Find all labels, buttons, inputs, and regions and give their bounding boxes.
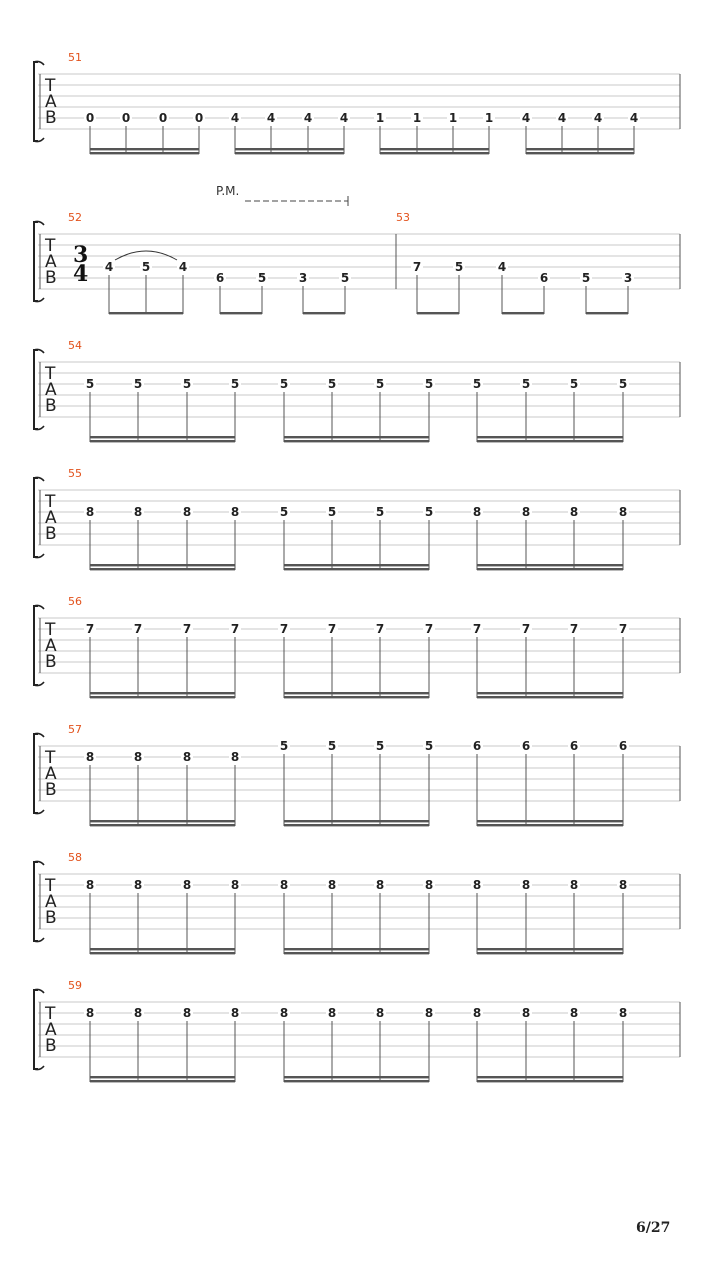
fret-number: 8	[279, 1006, 289, 1020]
system-bracket	[34, 862, 38, 941]
beam-secondary	[284, 692, 429, 694]
fret-number: 8	[85, 1006, 95, 1020]
fret-number: 5	[472, 377, 482, 391]
time-signature-top: 3	[73, 242, 89, 268]
fret-number: 4	[266, 111, 276, 125]
tab-clef-letter: B	[45, 652, 57, 672]
fret-number: 6	[472, 739, 482, 753]
fret-number: 8	[85, 878, 95, 892]
beam	[284, 824, 429, 826]
fret-number: 8	[424, 1006, 434, 1020]
fret-number: 5	[85, 377, 95, 391]
beam-secondary	[90, 564, 235, 566]
tab-clef-letter: B	[45, 396, 57, 416]
fret-number: 5	[375, 377, 385, 391]
tab-clef-letter: T	[45, 1004, 56, 1024]
tab-clef-letter: T	[45, 76, 56, 96]
tab-clef-letter: A	[45, 636, 57, 656]
fret-number: 5	[581, 271, 591, 285]
beam	[90, 440, 235, 442]
tab-clef-letter: A	[45, 92, 57, 112]
tab-clef-letter: B	[45, 780, 57, 800]
tab-clef-letter: T	[45, 748, 56, 768]
tab-clef-letter: T	[45, 876, 56, 896]
tab-clef-letter: A	[45, 508, 57, 528]
tab-clef-letter: B	[45, 108, 57, 128]
fret-number: 8	[375, 878, 385, 892]
measure-number: 54	[68, 339, 82, 352]
fret-number: 1	[448, 111, 458, 125]
measure-number: 57	[68, 723, 82, 736]
bracket-hook-bottom	[34, 938, 44, 942]
fret-number: 5	[454, 260, 464, 274]
beam	[284, 1080, 429, 1082]
fret-number: 1	[375, 111, 385, 125]
fret-number: 7	[521, 622, 531, 636]
fret-number: 5	[569, 377, 579, 391]
fret-number: 5	[327, 505, 337, 519]
beam	[586, 312, 628, 314]
tab-clef-letter: A	[45, 892, 57, 912]
fret-number: 8	[230, 1006, 240, 1020]
fret-number: 8	[182, 1006, 192, 1020]
beam	[284, 568, 429, 570]
fret-number: 4	[557, 111, 567, 125]
tab-clef-letter: A	[45, 1020, 57, 1040]
fret-number: 6	[215, 271, 225, 285]
bracket-hook-bottom	[34, 426, 44, 430]
beam-secondary	[284, 1076, 429, 1078]
fret-number: 4	[521, 111, 531, 125]
beam-secondary	[90, 436, 235, 438]
tab-clef-letter: A	[45, 252, 57, 272]
beam	[90, 1080, 235, 1082]
fret-number: 4	[178, 260, 188, 274]
system-bracket	[34, 62, 38, 141]
beam-secondary	[284, 564, 429, 566]
bracket-hook-bottom	[34, 682, 44, 686]
fret-number: 5	[279, 739, 289, 753]
fret-number: 8	[230, 878, 240, 892]
tab-clef-letter: B	[45, 1036, 57, 1056]
fret-number: 0	[121, 111, 131, 125]
fret-number: 4	[303, 111, 313, 125]
bracket-hook-top	[34, 221, 44, 225]
system-bracket	[34, 990, 38, 1069]
fret-number: 5	[521, 377, 531, 391]
fret-number: 7	[327, 622, 337, 636]
fret-number: 8	[424, 878, 434, 892]
fret-number: 8	[85, 505, 95, 519]
beam	[90, 952, 235, 954]
beam-secondary	[235, 148, 344, 150]
fret-number: 7	[472, 622, 482, 636]
tab-clef-letter: B	[45, 268, 57, 288]
fret-number: 8	[327, 1006, 337, 1020]
fret-number: 8	[327, 878, 337, 892]
bracket-hook-top	[34, 861, 44, 865]
beam	[284, 952, 429, 954]
fret-number: 5	[230, 377, 240, 391]
fret-number: 8	[569, 1006, 579, 1020]
fret-number: 1	[412, 111, 422, 125]
bracket-hook-top	[34, 61, 44, 65]
fret-number: 8	[182, 750, 192, 764]
tab-clef-letter: B	[45, 908, 57, 928]
fret-number: 5	[618, 377, 628, 391]
fret-number: 3	[623, 271, 633, 285]
fret-number: 4	[230, 111, 240, 125]
beam	[477, 952, 623, 954]
bracket-hook-bottom	[34, 138, 44, 142]
fret-number: 0	[85, 111, 95, 125]
fret-number: 8	[521, 505, 531, 519]
beam	[477, 568, 623, 570]
bracket-hook-top	[34, 733, 44, 737]
fret-number: 8	[133, 1006, 143, 1020]
fret-number: 8	[472, 505, 482, 519]
fret-number: 7	[618, 622, 628, 636]
fret-number: 8	[472, 878, 482, 892]
system-bracket	[34, 478, 38, 557]
fret-number: 8	[230, 750, 240, 764]
tab-clef-letter: A	[45, 380, 57, 400]
fret-number: 3	[298, 271, 308, 285]
fret-number: 8	[182, 878, 192, 892]
fret-number: 8	[133, 878, 143, 892]
system-bracket	[34, 606, 38, 685]
beam-secondary	[477, 820, 623, 822]
fret-number: 7	[182, 622, 192, 636]
fret-number: 7	[375, 622, 385, 636]
fret-number: 5	[141, 260, 151, 274]
measure-number: 55	[68, 467, 82, 480]
beam	[284, 696, 429, 698]
fret-number: 5	[340, 271, 350, 285]
beam	[235, 152, 344, 154]
fret-number: 0	[158, 111, 168, 125]
beam	[477, 824, 623, 826]
beam-secondary	[477, 692, 623, 694]
system-bracket	[34, 222, 38, 301]
fret-number: 4	[497, 260, 507, 274]
beam-secondary	[477, 564, 623, 566]
fret-number: 8	[472, 1006, 482, 1020]
fret-number: 8	[133, 505, 143, 519]
fret-number: 8	[618, 878, 628, 892]
beam	[477, 696, 623, 698]
fret-number: 7	[412, 260, 422, 274]
beam	[109, 312, 183, 314]
fret-number: 8	[230, 505, 240, 519]
page-number: 6/27	[636, 1220, 671, 1236]
tab-clef-letter: T	[45, 236, 56, 256]
bracket-hook-top	[34, 989, 44, 993]
fret-number: 8	[618, 1006, 628, 1020]
fret-number: 5	[424, 739, 434, 753]
beam	[284, 440, 429, 442]
beam	[303, 312, 345, 314]
fret-number: 7	[279, 622, 289, 636]
beam	[90, 152, 199, 154]
palm-mute-label: P.M.	[216, 184, 240, 198]
tab-clef-letter: T	[45, 364, 56, 384]
fret-number: 4	[593, 111, 603, 125]
beam-secondary	[284, 436, 429, 438]
bracket-hook-bottom	[34, 554, 44, 558]
beam-secondary	[90, 148, 199, 150]
beam-secondary	[380, 148, 489, 150]
fret-number: 5	[257, 271, 267, 285]
tab-clef-letter: T	[45, 492, 56, 512]
beam	[477, 440, 623, 442]
bracket-hook-top	[34, 605, 44, 609]
beam	[90, 824, 235, 826]
beam	[502, 312, 544, 314]
fret-number: 5	[327, 739, 337, 753]
system-bracket	[34, 350, 38, 429]
fret-number: 4	[339, 111, 349, 125]
fret-number: 6	[539, 271, 549, 285]
bracket-hook-top	[34, 477, 44, 481]
fret-number: 8	[133, 750, 143, 764]
fret-number: 8	[85, 750, 95, 764]
system-bracket	[34, 734, 38, 813]
fret-number: 8	[618, 505, 628, 519]
beam	[417, 312, 459, 314]
fret-number: 0	[194, 111, 204, 125]
measure-number: 52	[68, 211, 82, 224]
fret-number: 5	[182, 377, 192, 391]
beam-secondary	[90, 692, 235, 694]
beam-secondary	[90, 1076, 235, 1078]
fret-number: 5	[375, 739, 385, 753]
beam-secondary	[284, 820, 429, 822]
beam	[477, 1080, 623, 1082]
beam	[380, 152, 489, 154]
beam	[90, 568, 235, 570]
fret-number: 1	[484, 111, 494, 125]
beam	[90, 696, 235, 698]
fret-number: 8	[375, 1006, 385, 1020]
fret-number: 4	[104, 260, 114, 274]
bracket-hook-bottom	[34, 298, 44, 302]
measure-number: 59	[68, 979, 82, 992]
fret-number: 6	[618, 739, 628, 753]
measure-number: 51	[68, 51, 82, 64]
fret-number: 6	[521, 739, 531, 753]
fret-number: 7	[424, 622, 434, 636]
fret-number: 7	[230, 622, 240, 636]
fret-number: 5	[424, 377, 434, 391]
tab-clef-letter: B	[45, 524, 57, 544]
fret-number: 6	[569, 739, 579, 753]
fret-number: 8	[569, 505, 579, 519]
time-signature-bottom: 4	[73, 261, 89, 287]
fret-number: 5	[375, 505, 385, 519]
fret-number: 5	[279, 505, 289, 519]
tab-clef-letter: T	[45, 620, 56, 640]
beam	[220, 312, 262, 314]
measure-number: 58	[68, 851, 82, 864]
beam-secondary	[477, 1076, 623, 1078]
fret-number: 5	[327, 377, 337, 391]
fret-number: 8	[182, 505, 192, 519]
fret-number: 4	[629, 111, 639, 125]
fret-number: 5	[424, 505, 434, 519]
fret-number: 7	[569, 622, 579, 636]
beam-secondary	[90, 820, 235, 822]
measure-number: 53	[396, 211, 410, 224]
fret-number: 5	[279, 377, 289, 391]
tab-clef-letter: A	[45, 764, 57, 784]
measure-number: 56	[68, 595, 82, 608]
beam-secondary	[284, 948, 429, 950]
fret-number: 8	[521, 1006, 531, 1020]
beam-secondary	[90, 948, 235, 950]
bracket-hook-top	[34, 349, 44, 353]
bracket-hook-bottom	[34, 1066, 44, 1070]
fret-number: 5	[133, 377, 143, 391]
fret-number: 7	[85, 622, 95, 636]
beam-secondary	[477, 436, 623, 438]
fret-number: 7	[133, 622, 143, 636]
bracket-hook-bottom	[34, 810, 44, 814]
fret-number: 8	[279, 878, 289, 892]
beam	[526, 152, 634, 154]
fret-number: 8	[569, 878, 579, 892]
beam-secondary	[477, 948, 623, 950]
beam-secondary	[526, 148, 634, 150]
fret-number: 8	[521, 878, 531, 892]
